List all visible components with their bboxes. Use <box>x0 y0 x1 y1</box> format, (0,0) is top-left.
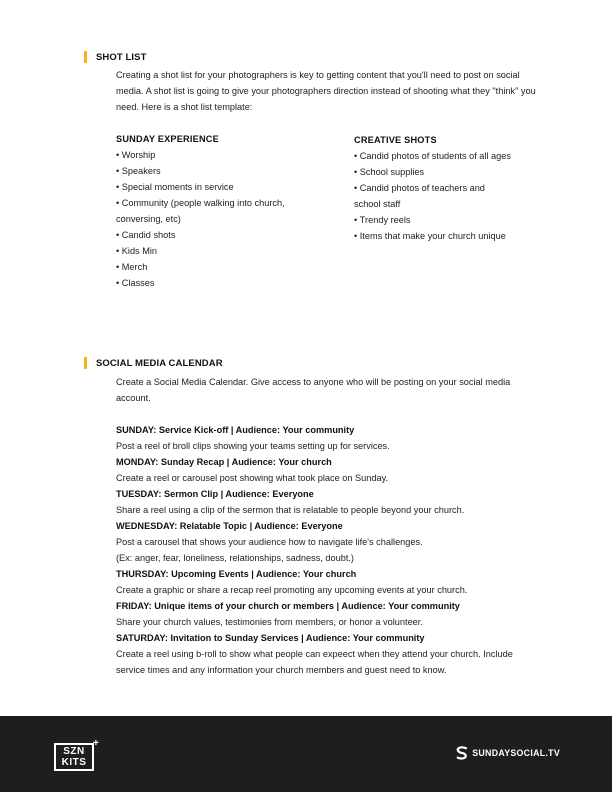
logo-text-line2: KITS <box>61 757 87 768</box>
calendar-intro: Create a Social Media Calendar. Give access to anyone who will be posting on your social media account. <box>116 377 511 403</box>
list-item: • Candid shots <box>116 227 306 243</box>
calendar-day-thursday <box>116 566 556 598</box>
list-item: • Items that make your church unique <box>354 228 514 244</box>
list-item: • Candid photos of students of all ages <box>354 148 514 164</box>
sunday-experience-title: SUNDAY EXPERIENCE <box>116 134 219 144</box>
logo-plus-icon: + <box>93 738 99 749</box>
list-item: • Speakers <box>116 163 306 179</box>
section-accent-bar <box>84 51 87 63</box>
day-description: Create a reel or carousel post showing what took place on Sunday. <box>116 473 389 483</box>
list-item: • Worship <box>116 147 306 163</box>
day-description: Post a carousel that shows your audience how to navigate life's challenges. <box>116 537 423 547</box>
calendar-day-wednesday <box>116 518 556 566</box>
day-heading: TUESDAY: Sermon Clip | Audience: Everyone <box>116 489 314 499</box>
list-item: • Trendy reels <box>354 212 514 228</box>
list-item: • Merch <box>116 259 306 275</box>
day-heading: SATURDAY: Invitation to Sunday Services | Audience: Your community <box>116 633 425 643</box>
day-description: Share a reel using a clip of the sermon that is relatable to people beyond your church. <box>116 505 465 515</box>
shot-list-intro: Creating a shot list for your photographers is key to getting content that you'll need to post on social media. A shot list is going to give your photographers direction instead of shooting what they "think" you need. Here is a shot list template: <box>116 70 536 112</box>
creative-shots-title: CREATIVE SHOTS <box>354 135 437 145</box>
calendar-title: SOCIAL MEDIA CALENDAR <box>96 357 223 369</box>
list-item: • Classes <box>116 275 306 291</box>
calendar-day-sunday <box>116 422 556 454</box>
creative-shots-list <box>354 148 514 244</box>
list-item: • Kids Min <box>116 243 306 259</box>
day-description: Create a graphic or share a recap reel promoting any upcoming events at your church. <box>116 585 468 595</box>
day-heading: MONDAY: Sunday Recap | Audience: Your church <box>116 457 332 467</box>
sunday-social-s-icon <box>456 746 468 760</box>
sunday-experience-list <box>116 147 306 291</box>
day-heading: THURSDAY: Upcoming Events | Audience: Your church <box>116 569 357 579</box>
day-description-example: (Ex: anger, fear, loneliness, relationships, sadness, doubt.) <box>116 553 354 563</box>
shot-list-header <box>84 50 147 64</box>
day-heading: WEDNESDAY: Relatable Topic | Audience: Everyone <box>116 521 343 531</box>
day-description: Share your church values, testimonies from members, or honor a volunteer. <box>116 617 423 627</box>
brand-url: SUNDAYSOCIAL.TV <box>472 748 560 758</box>
sunday-experience-column <box>116 131 306 291</box>
szn-kits-logo-icon <box>54 738 98 772</box>
section-accent-bar <box>84 357 87 369</box>
day-heading: FRIDAY: Unique items of your church or members | Audience: Your community <box>116 601 460 611</box>
list-item: • Community (people walking into church, conversing, etc) <box>116 195 306 227</box>
list-item: • School supplies <box>354 164 514 180</box>
day-description: Create a reel using b-roll to show what people can expeect when they attend your church. Include service times and any information your church members and guest need to know. <box>116 649 513 675</box>
calendar-day-saturday <box>116 630 556 678</box>
creative-shots-column <box>354 132 514 244</box>
calendar-day-friday <box>116 598 556 630</box>
sunday-social-brand <box>456 745 560 761</box>
calendar-day-monday <box>116 454 556 486</box>
szn-kits-logo-box <box>54 743 94 771</box>
calendar-days <box>116 422 556 678</box>
list-item: • Candid photos of teachers and school staff <box>354 180 514 212</box>
calendar-day-tuesday <box>116 486 556 518</box>
calendar-header <box>84 356 223 370</box>
day-description: Post a reel of broll clips showing your teams setting up for services. <box>116 441 390 451</box>
list-item: • Special moments in service <box>116 179 306 195</box>
shot-list-title: SHOT LIST <box>96 51 147 63</box>
footer <box>0 716 612 792</box>
logo-text-line1: SZN <box>63 746 85 757</box>
day-heading: SUNDAY: Service Kick-off | Audience: Your community <box>116 425 355 435</box>
